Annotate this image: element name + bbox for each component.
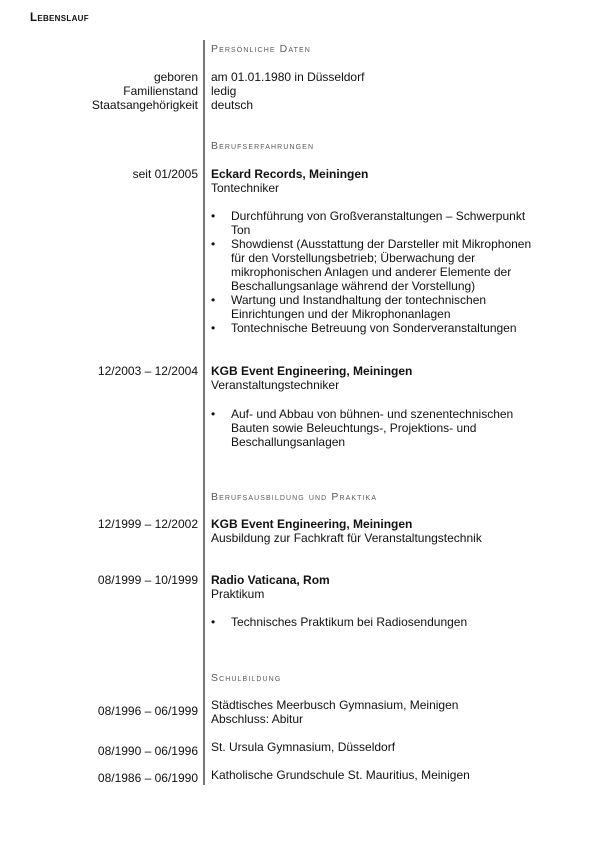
education-school: Städtisches Meerbusch Gymnasium, Meinigen <box>211 698 459 712</box>
bullet-item <box>211 237 541 293</box>
experience-period: 12/2003 – 12/2004 <box>97 364 198 378</box>
education-school: Katholische Grundschule St. Mauritius, Meinigen <box>211 768 470 782</box>
bullet-item <box>211 321 541 335</box>
bullet-text: Technisches Praktikum bei Radiosendungen <box>231 615 468 629</box>
experience-bullet-list <box>211 209 541 335</box>
bullet-text: Tontechnische Betreuung von Sonderveranstaltungen <box>231 321 517 335</box>
section-header-education: Schulbildung <box>211 672 282 684</box>
timeline-divider <box>203 40 205 785</box>
education-period: 08/1990 – 06/1996 <box>97 744 198 758</box>
training-period: 12/1999 – 12/2002 <box>97 517 198 531</box>
bullet-icon: • <box>211 321 216 335</box>
bullet-text: Wartung und Instandhaltung der tontechnischen Einrichtungen und der Mikrophonanlagen <box>231 293 487 321</box>
training-role: Praktikum <box>211 587 265 601</box>
section-header-training: Berufsausbildung und Praktika <box>211 491 378 503</box>
education-note: Abschluss: Abitur <box>211 712 304 726</box>
bullet-item <box>211 615 541 629</box>
personal-label-nationality: Staatsangehörigkeit <box>91 98 198 112</box>
experience-employer: Eckard Records, Meiningen <box>211 167 369 181</box>
training-period: 08/1999 – 10/1999 <box>97 573 198 587</box>
bullet-icon: • <box>211 293 216 307</box>
bullet-text: Durchführung von Großveranstaltungen – Schwerpunkt Ton <box>231 209 526 237</box>
personal-value-nationality: deutsch <box>211 98 254 112</box>
education-school: St. Ursula Gymnasium, Düsseldorf <box>211 740 396 754</box>
section-header-experience: Berufserfahrungen <box>211 140 315 152</box>
experience-role: Veranstaltungstechniker <box>211 378 340 392</box>
training-bullet-list <box>211 615 541 629</box>
training-role: Ausbildung zur Fachkraft für Veranstaltungstechnik <box>211 531 482 545</box>
training-employer: Radio Vaticana, Rom <box>211 573 330 587</box>
training-employer: KGB Event Engineering, Meiningen <box>211 517 413 531</box>
personal-label-marital: Familienstand <box>123 84 198 98</box>
bullet-text: Auf- und Abbau von bühnen- und szenentechnischen Bauten sowie Beleuchtungs-, Projektions- und Beschallungsanlagen <box>231 407 514 449</box>
bullet-item <box>211 293 541 321</box>
bullet-icon: • <box>211 209 216 223</box>
bullet-icon: • <box>211 615 216 629</box>
experience-bullet-list <box>211 407 541 449</box>
personal-value-born: am 01.01.1980 in Düsseldorf <box>211 70 365 84</box>
bullet-icon: • <box>211 407 216 421</box>
bullet-icon: • <box>211 237 216 251</box>
experience-employer: KGB Event Engineering, Meiningen <box>211 364 413 378</box>
cv-title: Lebenslauf <box>30 12 89 24</box>
bullet-text: Showdienst (Ausstattung der Darsteller mit Mikrophonen für den Vorstellungsbetrieb; Überwachung der mikrophonischen Anlagen und anderer Elemente der Beschallungsanlage während der Vorstellung) <box>231 237 532 293</box>
education-period: 08/1986 – 06/1990 <box>97 771 198 785</box>
experience-period: seit 01/2005 <box>132 167 198 181</box>
personal-value-marital: ledig <box>211 84 237 98</box>
personal-label-born: geboren <box>153 70 198 84</box>
bullet-item <box>211 407 541 449</box>
experience-role: Tontechniker <box>211 181 280 195</box>
education-period: 08/1996 – 06/1999 <box>97 704 198 718</box>
section-header-personal: Persönliche Daten <box>211 43 311 55</box>
bullet-item <box>211 209 541 237</box>
